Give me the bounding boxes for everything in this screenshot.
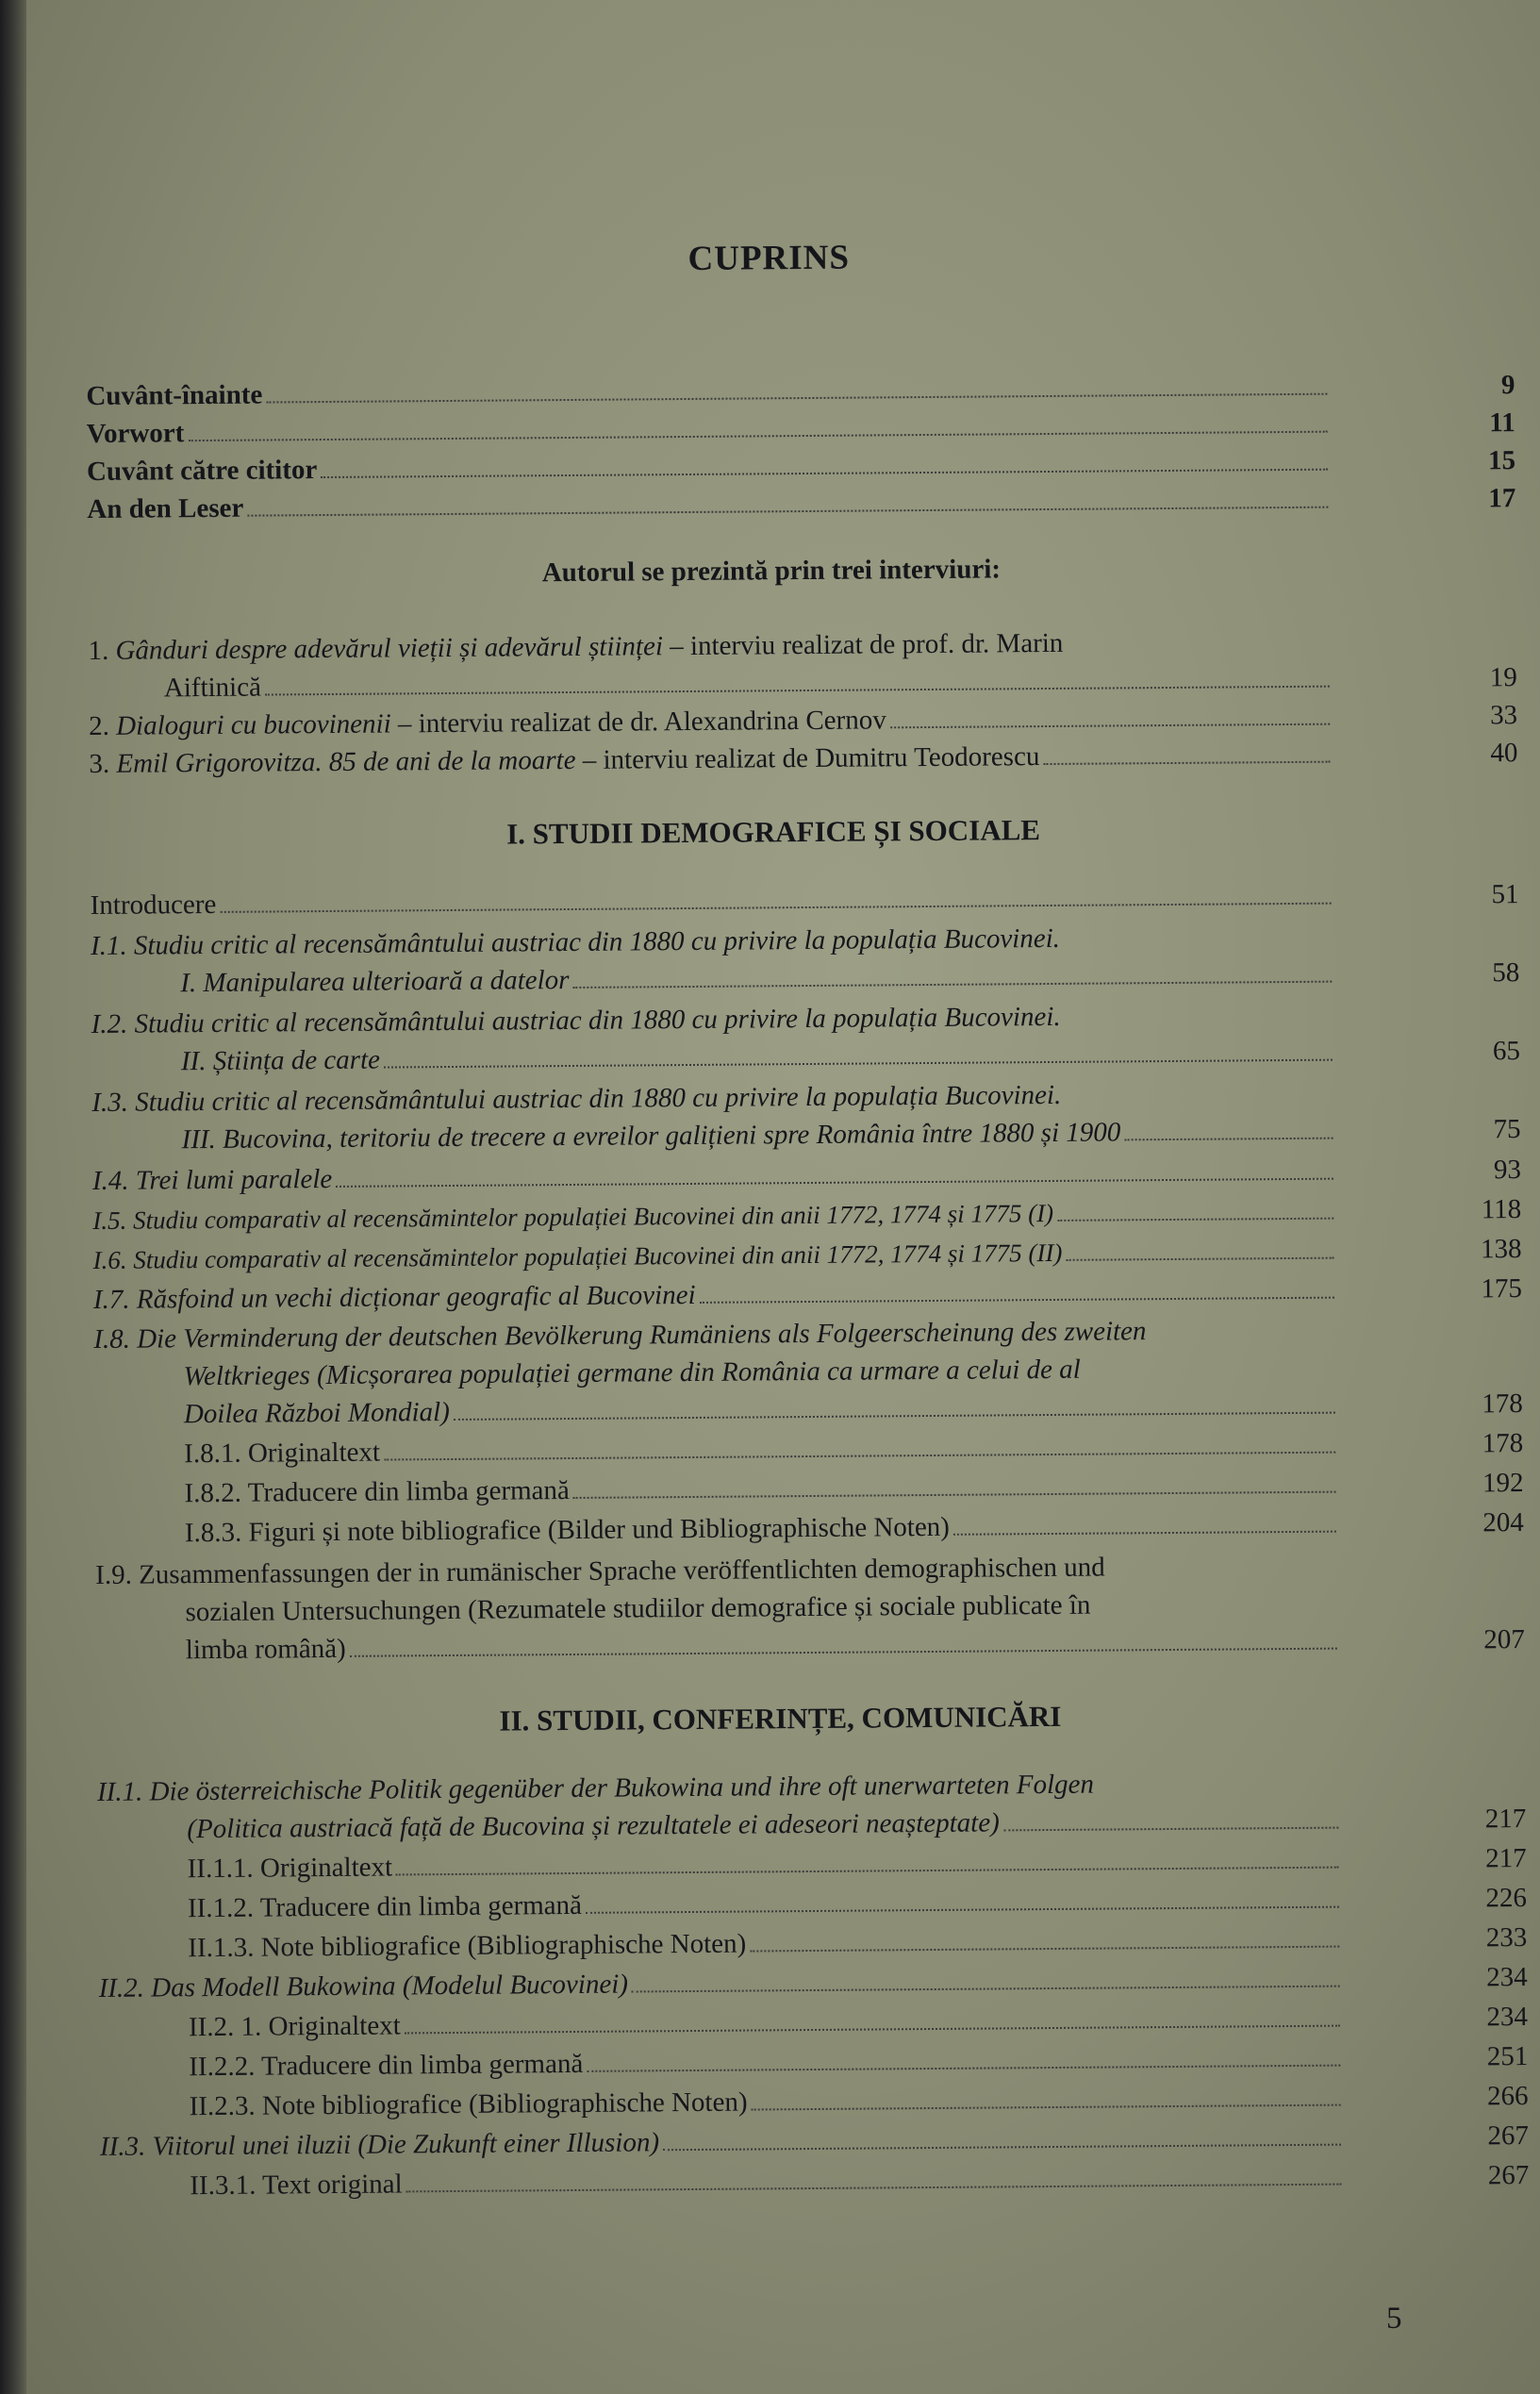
toc-subentry: I.8.2. Traducere din limba germană 192 <box>94 1466 1339 1513</box>
toc-entry-cont: III. Bucovina, teritoriu de trecere a evreilor galițieni spre România între 1880 și 1900 75 <box>91 1112 1336 1159</box>
page-ref: 234 <box>1486 2002 1529 2033</box>
toc-subentry: II.1.2. Traducere din limba germană 226 <box>98 1881 1343 1928</box>
page-ref: 266 <box>1486 2081 1529 2112</box>
toc-subentry: II.2.3. Note bibliografice (Bibliographische Noten) 266 <box>100 2079 1345 2126</box>
toc-entry: I.7. Răsfoind un vechi dicționar geografic al Bucovinei 175 <box>93 1272 1338 1319</box>
toc-entry: I.9. Zusammenfassungen der in rumänischer Sprache veröffentlichten demographischen und <box>95 1552 1105 1590</box>
page-ref: 17 <box>1488 483 1516 514</box>
page-ref: 178 <box>1482 1388 1523 1420</box>
toc-entry-interview-1-cont: Aiftinică 19 <box>89 660 1333 707</box>
page-ref: 217 <box>1484 1804 1527 1835</box>
toc-subentry: II.3.1. Text original 267 <box>100 2158 1345 2205</box>
page-ref: 217 <box>1485 1843 1527 1874</box>
toc-entry: I.8. Die Verminderung der deutschen Bevölkerung Rumäniens als Folgeerscheinung des zweiten <box>93 1316 1147 1355</box>
toc-entry-cont: Weltkrieges (Micșorarea populației germane din România ca urmare a celui de al <box>183 1354 1081 1392</box>
page-ref: 226 <box>1485 1883 1528 1914</box>
page-ref: 204 <box>1482 1507 1524 1538</box>
toc-entry-cont: II. Știința de carte 65 <box>91 1034 1336 1081</box>
toc-entry: II.3. Viitorul unei iluzii (Die Zukunft einer Illusion) 267 <box>100 2119 1345 2166</box>
page-ref: 93 <box>1493 1155 1522 1186</box>
toc-entry: Introducere 51 <box>90 877 1334 924</box>
toc-entry: Cuvânt către cititor 15 <box>87 443 1332 490</box>
toc-page <box>85 216 1530 2349</box>
page-ref: 233 <box>1485 1922 1528 1953</box>
toc-entry-cont: I. Manipularea ulterioară a datelor 58 <box>91 956 1335 1003</box>
toc-entry: I.4. Trei lumi paralele 93 <box>92 1153 1337 1200</box>
toc-entry-interview-3: 3. Emil Grigorovitza. 85 de ani de la moarte – interviu realizat de Dumitru Teodorescu 40 <box>89 736 1333 783</box>
page-ref: 178 <box>1482 1428 1524 1459</box>
toc-entry: I.6. Studiu comparativ al recensămintelor populației Bucovinei din anii 1772, 1774 și 1775 (II) 138 <box>92 1232 1337 1279</box>
toc-subentry: II.2. 1. Originaltext 234 <box>99 2000 1344 2047</box>
page-ref: 65 <box>1492 1036 1521 1067</box>
section-heading-2: II. STUDII, CONFERINȚE, COMUNICĂRI <box>499 1699 1062 1737</box>
toc-entry: I.2. Studiu critic al recensământului austriac din 1880 cu privire la populația Bucovinei. <box>91 1001 1061 1039</box>
page-ref: 11 <box>1489 407 1515 439</box>
page-ref: 207 <box>1483 1624 1525 1655</box>
toc-entry: II.1. Die österreichische Politik gegenüber der Bukowina und ihre oft unerwarteten Folgen <box>96 1769 1095 1807</box>
page-ref: 267 <box>1487 2120 1530 2152</box>
page-ref: 75 <box>1493 1114 1521 1145</box>
toc-entry: I.3. Studiu critic al recensământului austriac din 1880 cu privire la populația Bucovinei. <box>91 1079 1062 1118</box>
toc-entry-cont: sozialen Untersuchungen (Rezumatele studiilor demografice și sociale publicate în <box>185 1589 1091 1628</box>
toc-subentry: II.2.2. Traducere din limba germană 251 <box>99 2039 1344 2086</box>
toc-entry-interview-1: 1. Gânduri despre adevărul vieții și adevărul științei – interviu realizat de prof. dr. Marin <box>88 627 1064 666</box>
page-ref: 9 <box>1500 370 1515 401</box>
page-ref: 58 <box>1492 957 1520 989</box>
toc-entry-cont: limba română) 207 <box>96 1622 1341 1670</box>
interviews-heading: Autorul se prezintă prin trei interviuri: <box>541 554 1002 589</box>
page-ref: 267 <box>1487 2160 1530 2191</box>
page-number: 5 <box>1386 2302 1402 2336</box>
toc-subentry: II.1.3. Note bibliografice (Bibliographische Noten) 233 <box>98 1920 1343 1968</box>
page-ref: 19 <box>1489 662 1517 693</box>
toc-entry: Vorwort 11 <box>87 406 1332 453</box>
page-ref: 15 <box>1487 445 1516 476</box>
toc-entry: An den Leser 17 <box>87 481 1332 528</box>
toc-entry: II.2. Das Modell Bukowina (Modelul Bucovinei) 234 <box>99 1960 1344 2007</box>
page-ref: 118 <box>1481 1194 1522 1225</box>
toc-entry-interview-2: 2. Dialoguri cu bucovinenii – interviu realizat de dr. Alexandrina Cernov 33 <box>89 698 1333 745</box>
toc-entry: Cuvânt-înainte 9 <box>86 368 1331 415</box>
toc-entry-cont: Doilea Război Mondial) 178 <box>94 1387 1339 1434</box>
page-ref: 138 <box>1480 1234 1522 1265</box>
page-title: CUPRINS <box>687 238 851 278</box>
toc-entry-cont: (Politica austriacă față de Bucovina și rezultatele ei adeseori neașteptate) 217 <box>97 1802 1342 1849</box>
page-ref: 192 <box>1482 1468 1524 1499</box>
toc-entry: I.5. Studiu comparativ al recensămintelor populației Bucovinei din anii 1772, 1774 și 1775 (I) 118 <box>92 1192 1337 1239</box>
page-ref: 175 <box>1481 1273 1523 1305</box>
page-ref: 234 <box>1486 1962 1528 1993</box>
page-ref: 40 <box>1490 738 1518 769</box>
toc-subentry: I.8.1. Originaltext 178 <box>94 1426 1339 1473</box>
page-ref: 251 <box>1486 2041 1529 2072</box>
page-ref: 33 <box>1489 700 1518 731</box>
book-spine-shadow <box>0 0 26 2394</box>
toc-entry: I.1. Studiu critic al recensământului austriac din 1880 cu privire la populația Bucovinei. <box>90 923 1061 961</box>
section-heading-1: I. STUDII DEMOGRAFICE ȘI SOCIALE <box>505 813 1041 851</box>
page-ref: 51 <box>1491 879 1519 910</box>
toc-subentry: II.1.1. Originaltext 217 <box>98 1841 1343 1888</box>
toc-subentry: I.8.3. Figuri și note bibliografice (Bilder und Bibliographische Noten) 204 <box>95 1505 1340 1553</box>
